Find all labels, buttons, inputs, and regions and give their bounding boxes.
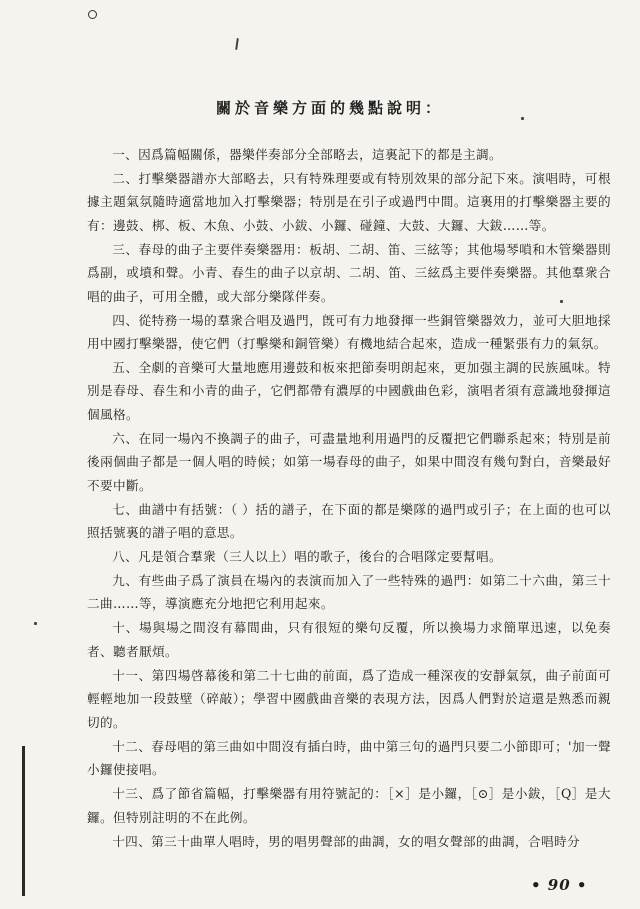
note-paragraph-6: 六、在同一場內不換調子的曲子，可盡量地利用過門的反覆把它們聯系起來；特別是前後兩個曲子都是一個人唱的時候；如第一場春母的曲子，如果中間沒有幾句對白，音樂最好不要中斷。 <box>87 430 611 493</box>
note-paragraph-10: 十、場與場之間沒有幕間曲，只有很短的樂句反覆，所以換場力求簡單迅速，以免奏者、聽者厭煩。 <box>87 620 611 659</box>
note-paragraph-8: 八、凡是領合羣衆（三人以上）唱的歌子，後台的合唱隊定要幫唱。 <box>112 549 502 565</box>
page-number: • 90 • <box>531 876 588 894</box>
note-paragraph-5: 五、全劇的音樂可大量地應用邊鼓和板來把節奏明朗起來，更加强主調的民族風味。特別是春母、春生和小青的曲子，它們都帶有濃厚的中國戲曲色彩，演唱者須有意識地發揮這個風格。 <box>87 360 611 422</box>
note-paragraph-13: 十三、爲了節省篇幅，打擊樂器有用符號記的：［×］是小鑼，［⊙］是小鈸，［Q］是大鑼。但特別註明的不在此例。 <box>87 786 611 825</box>
note-paragraph-11: 十一、第四場啓幕後和第二十七曲的前面，爲了造成一種深夜的安靜氣氛，曲子前面可輕輕地加一段鼓壁（碎敲）；學習中國戲曲音樂的表現方法，因爲人們對於這還是熟悉而親切的。 <box>87 667 611 730</box>
note-paragraph-12: 十二、春母唱的第三曲如中間沒有插白時，曲中第三句的過門只要二小節即可；'加一聲小鑼使接唱。 <box>87 738 611 778</box>
notes-body <box>87 143 611 854</box>
note-paragraph-14: 十四、第三十曲單人唱時，男的唱男聲部的曲調，女的唱女聲部的曲調，合唱時分 <box>112 833 580 849</box>
binding-edge-mark <box>22 746 25 896</box>
note-paragraph-4: 四、從特務一場的羣衆合唱及過門，旣可有力地發揮一些銅管樂器效力，並可大胆地採用中國打擊樂器，使它們（打擊樂和銅管樂）有機地結合起來，造成一種緊張有力的氣氛。 <box>87 312 611 352</box>
note-paragraph-2: 二、打擊樂器譜亦大部略去，只有特殊理要或有特別效果的部分記下來。演唱時，可根據主題氣氛隨時適當地加入打擊樂器；特別是在引子或過門中間。這裏用的打擊樂器主要的有：邊鼓、梆、板、木魚、小鼓、小鈸、小鑼、碰鐘、大鼓、大鑼、大鈸……等。 <box>87 171 611 233</box>
note-paragraph-1: 一、因爲篇幅關係，器樂伴奏部分全部略去，這裏記下的都是主調。 <box>112 147 502 162</box>
note-paragraph-9: 九、有些曲子爲了演員在場內的表演而加入了一些特殊的過門：如第二十六曲，第三十二曲……等，導演應充分地把它利用起來。 <box>87 573 611 612</box>
note-paragraph-3: 三、春母的曲子主要伴奏樂器用：板胡、二胡、笛、三絃等；其他場琴嗩和木管樂器則爲副，或墳和聲。小青、春生的曲子以京胡、二胡、笛、三絃爲主要伴奏樂器。其他羣衆合唱的曲子，可用全體，或大部分樂隊伴奏。 <box>87 241 611 304</box>
punch-hole-mark <box>88 10 97 19</box>
ink-speck <box>34 622 37 625</box>
note-paragraph-7: 七、曲譜中有括號：（ ）括的譜子，在下面的都是樂隊的過門或引子；在上面的也可以照括號裏的譜子唱的意思。 <box>87 501 611 541</box>
page-title: 關於音樂方面的幾點說明： <box>215 99 444 117</box>
ink-speck <box>235 38 239 50</box>
